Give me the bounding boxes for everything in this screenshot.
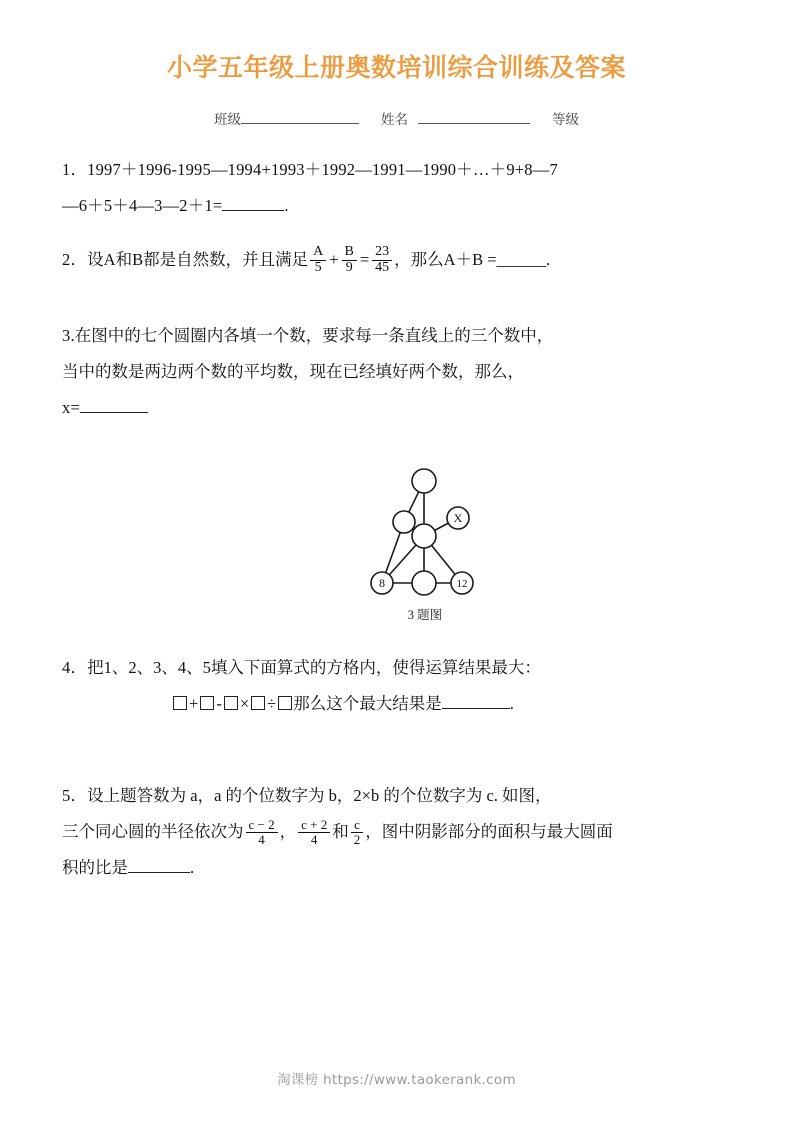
question-1-expression-part-2: —6＋5＋4—3—2＋1= xyxy=(62,196,223,215)
question-1-period: . xyxy=(284,196,289,215)
question-5 xyxy=(62,778,752,886)
diagram-caption: 3 题图 xyxy=(407,608,443,622)
question-3-text-line-2: 当中的数是两边两个数的平均数，现在已经填好两个数，那么， xyxy=(62,362,524,381)
question-4-text-tail: 那么这个最大结果是 xyxy=(293,694,442,713)
question-5-separator-1: ， xyxy=(279,822,297,841)
question-5-period: . xyxy=(190,858,195,877)
site-watermark: 淘课榜 https://www.taokerank.com xyxy=(277,1072,516,1088)
question-1-answer-blank[interactable] xyxy=(222,196,284,211)
question-4-text-line-1: 把1、2、3、4、5填入下面算式的方格内，使得运算结果最大： xyxy=(87,658,541,677)
question-3 xyxy=(62,318,752,426)
fraction-numerator: B xyxy=(344,244,354,260)
question-3-line-2 xyxy=(62,354,752,390)
equals-operator: = xyxy=(359,250,370,269)
fraction-denominator: 4 xyxy=(246,832,278,847)
question-5-number: 5． xyxy=(62,786,88,805)
question-2-line-1 xyxy=(62,242,752,278)
fraction-numerator: c − 2 xyxy=(248,817,275,833)
question-2 xyxy=(62,242,752,278)
operator-minus: - xyxy=(216,694,222,713)
question-2-answer-blank[interactable]: ______ xyxy=(496,250,547,269)
question-4 xyxy=(62,650,752,722)
grade-label: 等级 xyxy=(552,112,579,127)
question-5-line-1 xyxy=(62,778,752,814)
question-5-and-text: 和 xyxy=(332,822,349,841)
operator-divide: ÷ xyxy=(267,694,277,713)
diagram-nodes-group xyxy=(371,469,473,595)
question-3-line-3 xyxy=(62,390,752,426)
operator-plus: + xyxy=(189,694,199,713)
question-2-text-a: 设A和B都是自然数，并且满足 xyxy=(87,250,309,269)
fraction-numerator: c xyxy=(354,817,360,833)
name-label: 姓名 xyxy=(381,112,408,127)
fraction-numerator: A xyxy=(313,244,324,260)
question-1-number: 1． xyxy=(62,160,88,179)
question-4-period: . xyxy=(509,694,514,713)
question-5-text-line-1: 设上题答数为 a，a 的个位数字为 b，2×b 的个位数字为 c. 如图， xyxy=(87,786,552,805)
diagram-node-label-right-x: X xyxy=(453,511,463,525)
diagram-node-label-bottom-right: 12 xyxy=(456,578,468,590)
diagram-node-center[interactable] xyxy=(412,524,436,548)
question-3-x-label: x= xyxy=(62,398,80,417)
diagram-node-label-bottom-left: 8 xyxy=(379,576,385,590)
answer-box-4[interactable] xyxy=(251,696,265,710)
class-blank[interactable] xyxy=(241,110,359,124)
fraction-denominator: 2 xyxy=(351,832,364,847)
question-5-line-3 xyxy=(62,850,752,886)
answer-box-1[interactable] xyxy=(173,696,187,710)
question-3-text-line-1: 在图中的七个圆圈内各填一个数，要求每一条直线上的三个数中， xyxy=(74,326,554,345)
answer-box-2[interactable] xyxy=(200,696,214,710)
question-3-answer-blank[interactable] xyxy=(80,398,148,413)
question-1-expression-part-1: 1997＋1996-1995—1994+1993＋1992—1991—1990＋…＋9+8—7 xyxy=(87,160,558,179)
fraction-denominator: 5 xyxy=(310,260,326,276)
answer-box-3[interactable] xyxy=(224,696,238,710)
fraction-c-plus-2-over-4 xyxy=(298,818,330,846)
class-label: 班级 xyxy=(214,112,241,127)
question-5-text-b: ，图中阴影部分的面积与最大圆面 xyxy=(365,822,613,841)
fraction-denominator: 45 xyxy=(372,260,392,276)
question-2-period: . xyxy=(546,250,551,269)
fraction-numerator: c + 2 xyxy=(301,817,328,833)
question-3-line-1 xyxy=(62,318,752,354)
question-4-line-1 xyxy=(62,650,752,686)
seven-circles-graph-svg xyxy=(330,455,520,605)
page-title: 小学五年级上册奥数培训综合训练及答案 xyxy=(166,53,626,82)
question-1-line-2 xyxy=(62,188,752,224)
question-5-text-a: 三个同心圆的半径依次为 xyxy=(62,822,244,841)
question-2-number: 2． xyxy=(62,250,88,269)
fraction-c-over-2 xyxy=(351,818,364,846)
fraction-c-minus-2-over-4 xyxy=(246,818,278,846)
name-blank[interactable] xyxy=(418,110,530,124)
diagram-node-left-mid[interactable] xyxy=(393,511,415,533)
question-5-answer-blank[interactable] xyxy=(128,858,190,873)
question-1 xyxy=(62,152,752,224)
operator-multiply: × xyxy=(239,694,250,713)
answer-box-5[interactable] xyxy=(278,696,292,710)
fraction-b-over-9 xyxy=(342,245,357,275)
question-5-text-line-3: 积的比是 xyxy=(62,858,128,877)
question-4-number: 4． xyxy=(62,658,88,677)
fraction-a-over-5 xyxy=(310,245,326,275)
student-info-line xyxy=(0,108,793,128)
fraction-23-over-45 xyxy=(372,245,392,275)
fraction-denominator: 4 xyxy=(298,832,330,847)
question-4-answer-blank[interactable] xyxy=(442,694,510,709)
question-3-number: 3. xyxy=(62,326,75,345)
question-2-text-b: ，那么A＋B = xyxy=(394,250,497,269)
question-4-line-2 xyxy=(62,686,752,722)
fraction-denominator: 9 xyxy=(342,260,357,276)
diagram-node-bottom-mid[interactable] xyxy=(412,571,436,595)
fraction-numerator: 23 xyxy=(375,244,390,260)
diagram-node-apex[interactable] xyxy=(412,469,436,493)
plus-operator: + xyxy=(329,250,339,269)
question-1-line-1 xyxy=(62,152,752,188)
question-3-diagram xyxy=(330,455,520,640)
question-5-line-2 xyxy=(62,814,752,850)
